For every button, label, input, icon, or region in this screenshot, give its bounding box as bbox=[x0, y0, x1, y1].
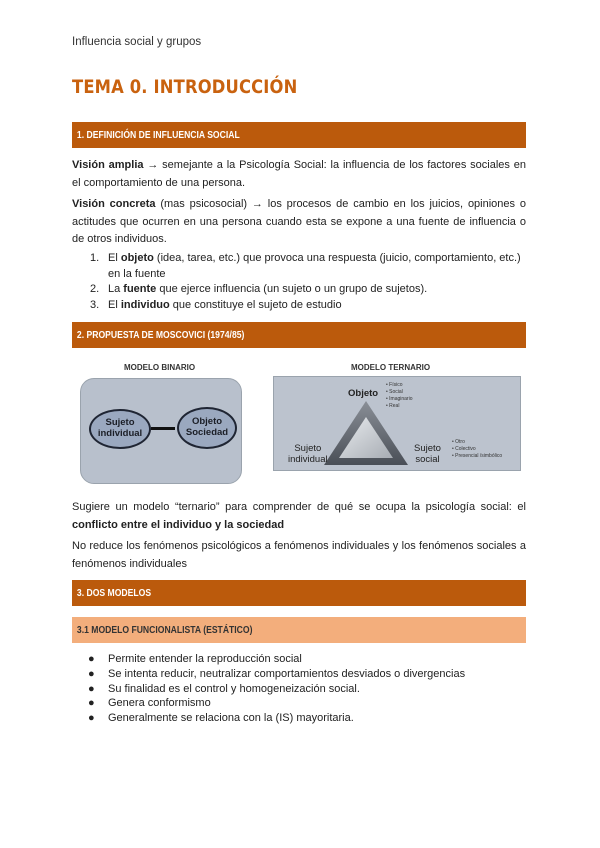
moscovici-figure bbox=[72, 358, 526, 490]
binary-object-line2: Sociedad bbox=[185, 427, 229, 438]
paragraph-ternario bbox=[72, 499, 526, 534]
bullet-icon: ● bbox=[88, 682, 95, 695]
definition-vision-concreta: (mas psicosocial) → los procesos de cambio en los juicios, opiniones o actitudes que ocurren en una persona cuando esta se expone a una fuente de influencia o de otros individuos. bbox=[72, 198, 526, 245]
list-text: que constituye el sujeto de estudio bbox=[169, 298, 342, 311]
bullet-item bbox=[72, 682, 526, 697]
no-reduce-text: No reduce los fenómenos psicológicos a fenómenos individuales y los fenómenos sociales a fenómenos individuales bbox=[72, 540, 526, 570]
ternario-text: Sugiere un modelo “ternario” para comprender de qué se ocupa la psicología social: el bbox=[72, 501, 526, 513]
objeto-item: • Real bbox=[386, 403, 400, 409]
ternary-model-title: MODELO TERNARIO bbox=[351, 363, 431, 372]
sujeto-social-item: • Otro bbox=[452, 439, 465, 445]
list-number: 1. bbox=[90, 252, 100, 264]
ternary-sujeto-individual bbox=[288, 443, 328, 465]
list-text: El bbox=[108, 252, 121, 264]
list-term: individuo bbox=[120, 298, 170, 311]
objeto-item: • Social bbox=[386, 389, 403, 395]
bullet-item bbox=[72, 696, 526, 711]
section-heading-1 bbox=[72, 122, 526, 148]
bullet-item bbox=[72, 652, 526, 667]
sujeto-soc-line2: social bbox=[415, 454, 440, 465]
bullet-item bbox=[72, 711, 526, 726]
binary-object-line1: Objeto bbox=[191, 416, 223, 427]
objeto-item: • Imaginario bbox=[386, 396, 413, 402]
running-header: Influencia social y grupos bbox=[72, 36, 202, 48]
bullet-item bbox=[72, 667, 526, 682]
section-heading-1-label: 1. DEFINICIÓN DE INFLUENCIA SOCIAL bbox=[76, 129, 240, 141]
paragraph-vision-amplia bbox=[72, 157, 526, 192]
bullet-icon: ● bbox=[88, 653, 95, 665]
sujeto-ind-line2: individual bbox=[288, 454, 328, 465]
ternary-objeto-label: Objeto bbox=[348, 388, 379, 399]
section-heading-2-label: 2. PROPUESTA DE MOSCOVICI (1974/85) bbox=[76, 329, 245, 341]
bullet-text: Permite entender la reproducción social bbox=[108, 653, 302, 665]
page-title: TEMA 0. INTRODUCCIÓN bbox=[72, 76, 298, 98]
definition-vision-amplia: → semejante a la Psicología Social: la influencia de los factores sociales en el comportamiento de una persona. bbox=[72, 159, 526, 189]
term-vision-concreta: Visión concreta bbox=[72, 198, 156, 210]
ternary-sujeto-social bbox=[414, 443, 441, 465]
binary-subject-line1: Sujeto bbox=[105, 417, 135, 428]
list-number: 2. bbox=[90, 283, 100, 295]
ternary-model-box bbox=[273, 376, 521, 471]
list-text: La bbox=[108, 283, 124, 295]
binary-model-box bbox=[80, 378, 242, 484]
list-item bbox=[72, 282, 526, 298]
bullet-icon: ● bbox=[88, 667, 95, 680]
bullet-text: Genera conformismo bbox=[108, 697, 211, 710]
ternario-bold: conflicto entre el individuo y la sociedad bbox=[72, 518, 285, 531]
binary-object-ellipse bbox=[177, 407, 237, 449]
sujeto-social-item: • Colectivo bbox=[452, 446, 476, 452]
binary-subject-line2: individual bbox=[97, 428, 143, 439]
sujeto-ind-line1: Sujeto bbox=[294, 443, 322, 454]
section-heading-3-label: 3. DOS MODELOS bbox=[76, 587, 152, 599]
binary-model-title: MODELO BINARIO bbox=[124, 363, 196, 372]
section-heading-3 bbox=[72, 580, 526, 606]
sujeto-social-item: • Presencial /simbólico bbox=[452, 453, 503, 459]
subsection-heading-3-1 bbox=[72, 617, 526, 643]
list-item bbox=[72, 298, 526, 314]
paragraph-no-reduce bbox=[72, 538, 526, 573]
bullet-list bbox=[72, 652, 526, 726]
list-text: El bbox=[108, 298, 121, 311]
list-number: 3. bbox=[90, 298, 100, 311]
bullet-icon: ● bbox=[88, 712, 95, 725]
bullet-text: Su finalidad es el control y homogeneización social. bbox=[108, 682, 360, 695]
list-term: objeto bbox=[120, 252, 154, 264]
binary-connector-line bbox=[151, 427, 175, 430]
sujeto-soc-line1: Sujeto bbox=[414, 443, 441, 454]
list-item bbox=[72, 251, 526, 282]
numbered-list bbox=[72, 251, 526, 313]
binary-subject-ellipse bbox=[89, 409, 151, 449]
paragraph-vision-concreta bbox=[72, 196, 526, 249]
bullet-text: Generalmente se relaciona con la (IS) mayoritaria. bbox=[108, 712, 354, 725]
objeto-items-list bbox=[386, 382, 413, 410]
sujeto-social-items-list bbox=[452, 439, 502, 460]
term-vision-amplia: Visión amplia bbox=[72, 159, 144, 171]
list-text: que ejerce influencia (un sujeto o un grupo de sujetos). bbox=[156, 283, 428, 295]
section-heading-2 bbox=[72, 322, 526, 348]
subsection-heading-3-1-label: 3.1 MODELO FUNCIONALISTA (ESTÁTICO) bbox=[76, 624, 253, 636]
list-term: fuente bbox=[123, 283, 157, 295]
bullet-text: Se intenta reducir, neutralizar comportamientos desviados o divergencias bbox=[108, 667, 466, 680]
bullet-icon: ● bbox=[88, 697, 95, 710]
list-text: (idea, tarea, etc.) que provoca una respuesta (juicio, comportamiento, etc.) en la fuente bbox=[108, 252, 521, 280]
objeto-item: • Físico bbox=[386, 382, 403, 388]
